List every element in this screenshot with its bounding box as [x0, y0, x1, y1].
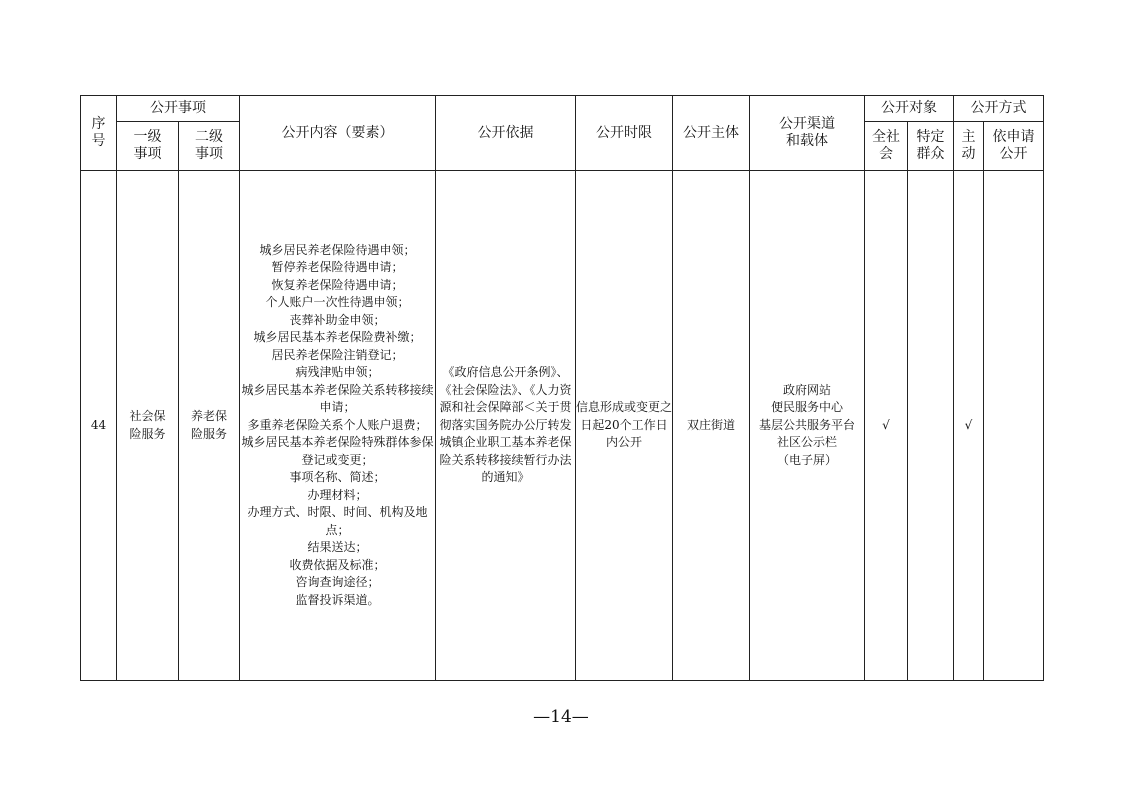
header-basis: 公开依据 — [436, 96, 576, 171]
disclosure-table — [80, 95, 1044, 681]
content-line: 丧葬补助金申领； — [289, 312, 386, 327]
content-line: 暂停养老保险待遇申请； — [271, 260, 404, 275]
content-line: 结果送达； — [307, 540, 368, 555]
header-method-request: 依申请公开 — [984, 122, 1044, 171]
row-audience-all-check: √ — [865, 171, 908, 681]
content-line: 居民养老保险注销登记； — [271, 347, 404, 362]
header-audience-group: 公开对象 — [865, 96, 954, 122]
channel-line: 社区公示栏 — [776, 435, 837, 450]
header-subject: 公开主体 — [673, 96, 750, 171]
content-line: 恢复养老保险待遇申请； — [271, 277, 404, 292]
header-method-active: 主动 — [954, 122, 984, 171]
content-line: 城乡居民基本养老保险特殊群体参保登记或变更； — [241, 435, 434, 467]
content-line: 多重养老保险关系个人账户退费； — [247, 417, 428, 432]
header-audience-all: 全社会 — [865, 122, 908, 171]
channel-line: 政府网站 — [782, 382, 831, 397]
content-line: 病残津贴申领； — [295, 365, 380, 380]
row-basis: 《政府信息公开条例》、《社会保险法》、《人力资源和社会保障部＜关于贯彻落实国务院办公厅转发城镇企业职工基本养老保险关系转移接续暂行办法的通知》 — [436, 171, 576, 681]
header-content: 公开内容（要素） — [240, 96, 436, 171]
header-level2: 二级事项 — [179, 122, 240, 171]
content-line: 办理材料； — [307, 487, 368, 502]
content-line: 收费依据及标准； — [289, 557, 386, 572]
header-time-limit: 公开时限 — [576, 96, 673, 171]
row-subject: 双庄街道 — [673, 171, 750, 681]
content-line: 监督投诉渠道。 — [295, 592, 380, 607]
row-channel — [750, 171, 865, 681]
content-line: 个人账户一次性待遇申领； — [265, 295, 410, 310]
content-line: 办理方式、时限、时间、机构及地点； — [247, 505, 428, 537]
header-method-group: 公开方式 — [954, 96, 1044, 122]
page-number: —14— — [533, 707, 589, 727]
header-audience-specific: 特定群众 — [908, 122, 954, 171]
content-line: 城乡居民养老保险待遇申领； — [259, 242, 416, 257]
table-row — [81, 171, 1044, 681]
row-level2: 养老保险服务 — [179, 171, 240, 681]
row-audience-specific-check — [908, 171, 954, 681]
channel-line: （电子屏） — [776, 452, 837, 467]
content-line: 咨询查询途径； — [295, 575, 380, 590]
channel-line: 基层公共服务平台 — [758, 417, 855, 432]
content-line: 事项名称、简述； — [289, 470, 386, 485]
row-method-active-check: √ — [954, 171, 984, 681]
content-line: 城乡居民基本养老保险费补缴； — [253, 330, 422, 345]
channel-line: 便民服务中心 — [770, 400, 843, 415]
header-seq: 序号 — [81, 96, 117, 171]
header-item-group: 公开事项 — [117, 96, 240, 122]
row-seq: 44 — [81, 171, 117, 681]
row-content — [240, 171, 436, 681]
header-row-1 — [81, 96, 1044, 122]
row-level1: 社会保险服务 — [117, 171, 179, 681]
header-level1: 一级事项 — [117, 122, 179, 171]
header-channel: 公开渠道和载体 — [750, 96, 865, 171]
content-line: 城乡居民基本养老保险关系转移接续申请； — [241, 382, 434, 415]
row-method-request-check — [984, 171, 1044, 681]
row-time-limit: 信息形成或变更之日起20个工作日内公开 — [576, 171, 673, 681]
